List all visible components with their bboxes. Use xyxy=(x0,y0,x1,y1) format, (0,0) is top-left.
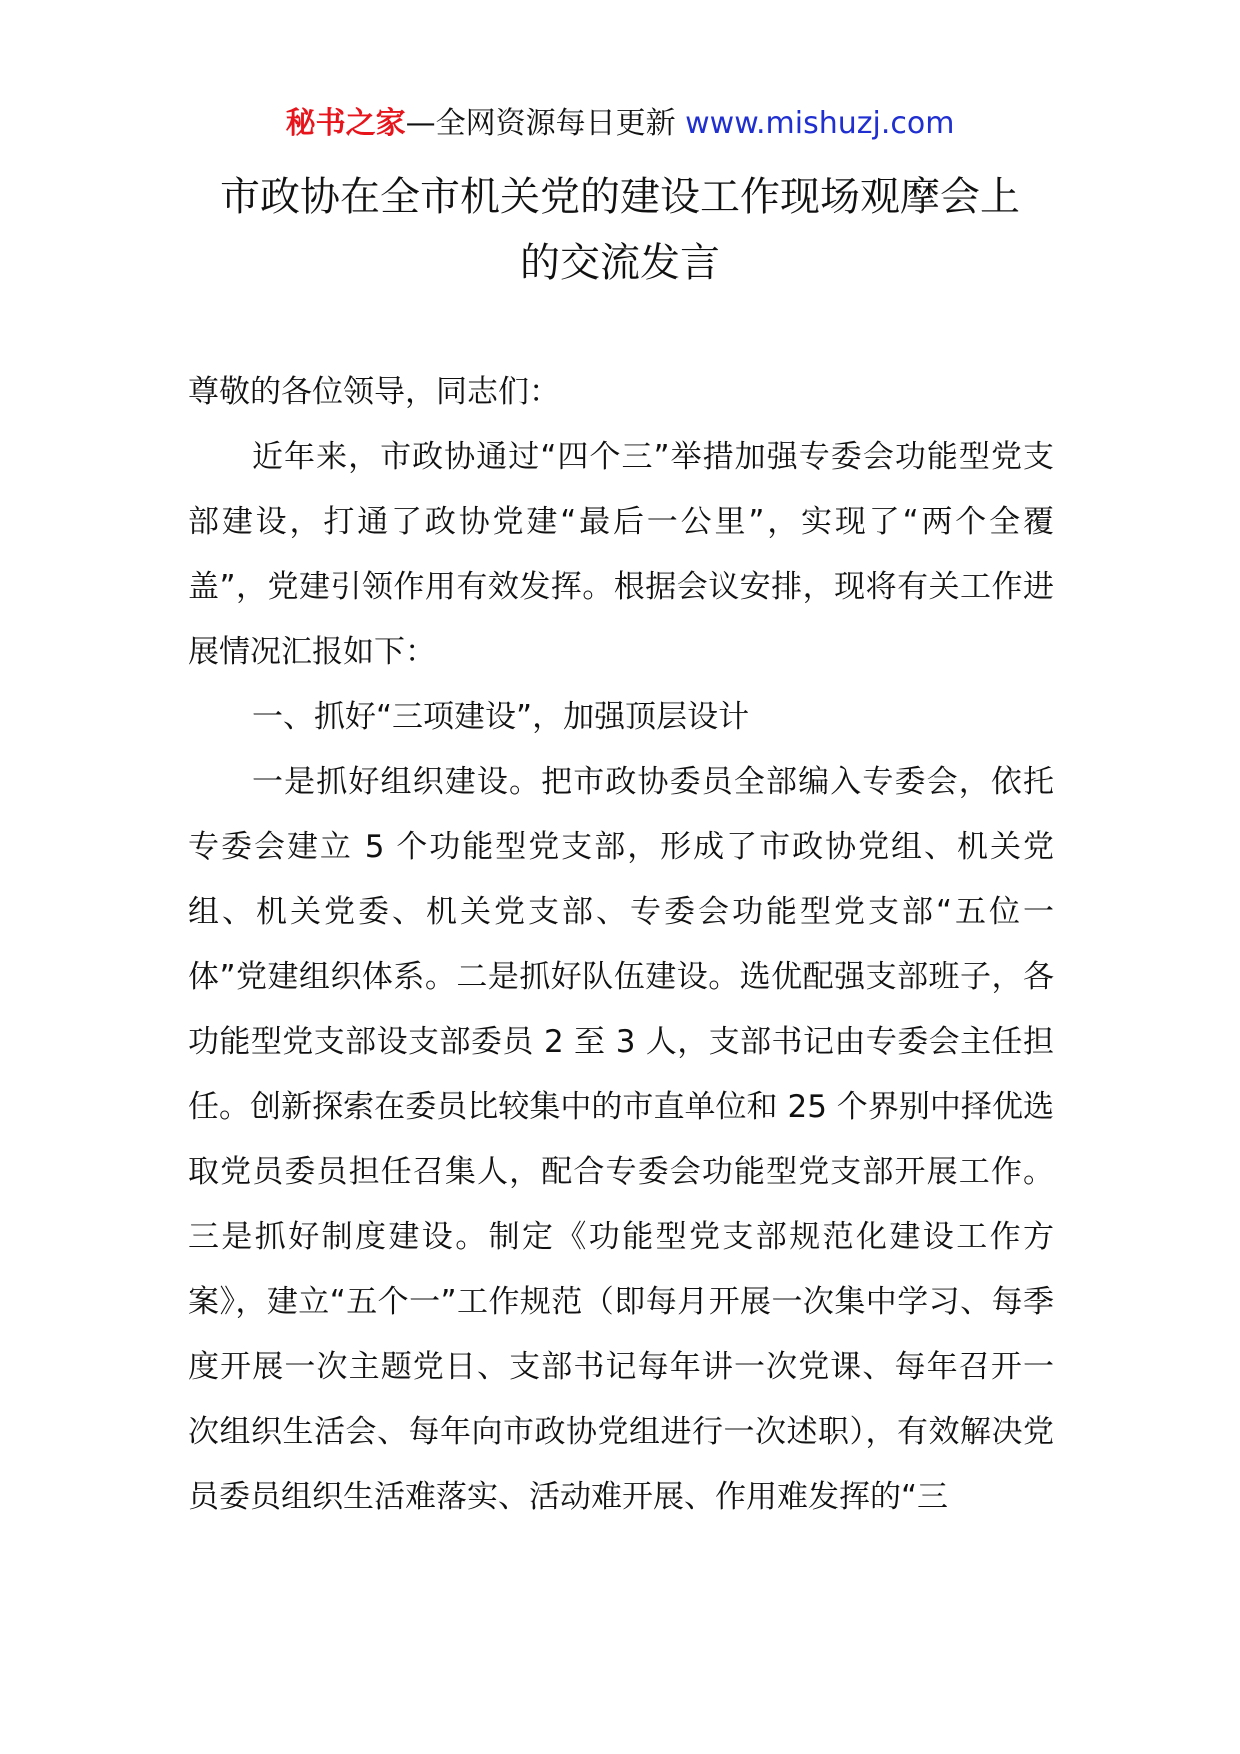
body-paragraph: 一是抓好组织建设。把市政协委员全部编入专委会，依托专委会建立 5 个功能型党支部，形成了市政协党组、机关党组、机关党委、机关党支部、专委会功能型党支部“五位一体”党建组织体系。二是抓好队伍建设。选优配强支部班子，各功能型党支部设支部委员 2 至 3 人，支部书记由专委会主任担任。创新探索在委员比较集中的市直单位和 25 个界别中择优选取党员委员担任召集人，配合专委会功能型党支部开展工作。三是抓好制度建设。制定《功能型党支部规范化建设工作方案》，建立“五个一”工作规范（即每月开展一次集中学习、每季度开展一次主题党日、支部书记每年讲一次党课、每年召开一次组织生活会、每年向市政协党组进行一次述职），有效解决党员委员组织生活难落实、活动难开展、作用难发挥的“三 xyxy=(188,764,1054,1515)
salutation: 尊敬的各位领导，同志们： xyxy=(188,374,560,410)
header-tagline: —全网资源每日更新 xyxy=(405,106,676,141)
title-line-2: 的交流发言 xyxy=(520,240,720,286)
document-title xyxy=(150,164,1090,296)
intro-paragraph: 近年来，市政协通过“四个三”举措加强专委会功能型党支部建设，打通了政协党建“最后一公里”，实现了“两个全覆盖”，党建引领作用有效发挥。根据会议安排，现将有关工作进展情况汇报如下： xyxy=(188,439,1054,670)
brand-name: 秘书之家 xyxy=(285,106,406,141)
site-url-link[interactable]: www.mishuzj.com xyxy=(685,106,955,141)
title-line-1: 市政协在全市机关党的建设工作现场观摩会上 xyxy=(220,174,1020,220)
site-header xyxy=(0,104,1240,144)
section-heading: 一、抓好“三项建设”，加强顶层设计 xyxy=(252,699,750,735)
document-body xyxy=(188,360,1054,1530)
